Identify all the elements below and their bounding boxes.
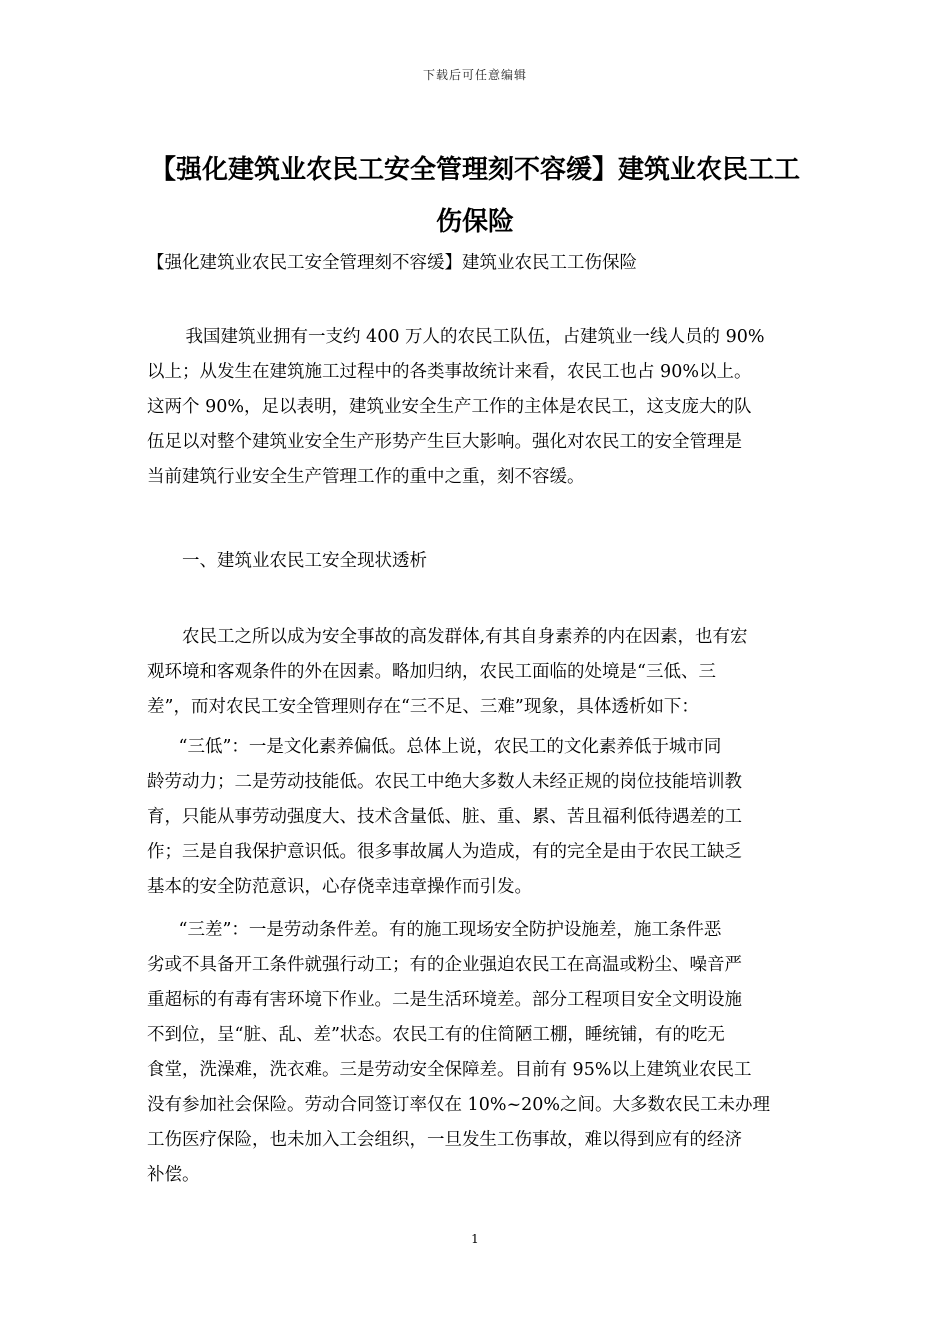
reasons-line-2: 观环境和客观条件的外在因素。略加归纳，农民工面临的处境是“三低、三 [147, 662, 716, 682]
intro-line-5: 当前建筑行业安全生产管理工作的重中之重，刻不容缓。 [147, 467, 585, 487]
three-poor-line-8: 补偿。 [147, 1165, 200, 1185]
three-low-paragraph [147, 730, 807, 905]
intro-line-4: 伍足以对整个建筑业安全生产形势产生巨大影响。强化对农民工的安全管理是 [147, 432, 742, 452]
intro-paragraph [147, 320, 807, 495]
reasons-line-1: 农民工之所以成为安全事故的高发群体,有其自身素养的内在因素，也有宏 [182, 627, 748, 647]
three-poor-paragraph [147, 913, 807, 1193]
intro-line-3: 这两个 90%，足以表明，建筑业安全生产工作的主体是农民工，这支庞大的队 [147, 397, 752, 417]
three-poor-line-7: 工伤医疗保险，也未加入工会组织，一旦发生工伤事故，难以得到应有的经济 [147, 1130, 742, 1150]
section-heading-text: 一、建筑业农民工安全现状透析 [182, 551, 427, 571]
three-low-line-4: 作；三是自我保护意识低。很多事故属人为造成，有的完全是由于农民工缺乏 [147, 842, 742, 862]
three-poor-line-5: 食堂，洗澡难，洗衣难。三是劳动安全保障差。目前有 95%以上建筑业农民工 [147, 1060, 752, 1080]
document-subtitle: 【强化建筑业农民工安全管理刻不容缓】建筑业农民工工伤保险 [147, 253, 637, 273]
document-title-line-1: 【强化建筑业农民工安全管理刻不容缓】建筑业农民工工 [149, 155, 800, 185]
intro-line-1: 我国建筑业拥有一支约 400 万人的农民工队伍，占建筑业一线人员的 90% [185, 327, 765, 347]
page-number: 1 [471, 1232, 479, 1246]
intro-line-2: 以上；从发生在建筑施工过程中的各类事故统计来看，农民工也占 90%以上。 [147, 362, 752, 382]
three-low-line-1: “三低”：一是文化素养偏低。总体上说，农民工的文化素养低于城市同 [178, 737, 722, 757]
three-poor-line-4: 不到位，呈“脏、乱、差”状态。农民工有的住简陋工棚，睡统铺，有的吃无 [147, 1025, 725, 1045]
reasons-paragraph [147, 620, 807, 725]
document-title [100, 144, 850, 248]
three-poor-line-3: 重超标的有毒有害环境下作业。二是生活环境差。部分工程项目安全文明设施 [147, 990, 742, 1010]
section-heading [147, 544, 807, 579]
three-poor-line-6: 没有参加社会保险。劳动合同签订率仅在 10%~20%之间。大多数农民工未办理 [147, 1095, 771, 1115]
three-low-line-5: 基本的安全防范意识，心存侥幸违章操作而引发。 [147, 877, 532, 897]
page-header-note: 下载后可任意编辑 [422, 68, 527, 82]
three-poor-line-1: “三差”：一是劳动条件差。有的施工现场安全防护设施差，施工条件恶 [178, 920, 722, 940]
reasons-line-3: 差”，而对农民工安全管理则存在“三不足、三难”现象，具体透析如下： [147, 697, 699, 717]
document-title-line-2: 伤保险 [435, 207, 514, 237]
three-poor-line-2: 劣或不具备开工条件就强行动工；有的企业强迫农民工在高温或粉尘、噪音严 [147, 955, 742, 975]
three-low-line-3: 育，只能从事劳动强度大、技术含量低、脏、重、累、苦且福利低待遇差的工 [147, 807, 742, 827]
three-low-line-2: 龄劳动力；二是劳动技能低。农民工中绝大多数人未经正规的岗位技能培训教 [147, 772, 742, 792]
